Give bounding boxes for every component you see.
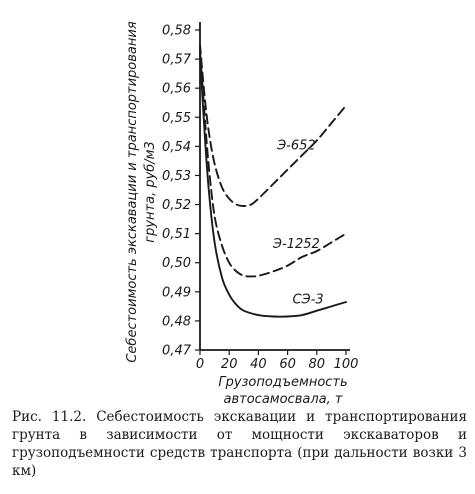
series-label: Э-1252 — [272, 237, 320, 253]
y-axis-label: грунта, руб/м3 — [143, 141, 158, 243]
x-tick-label: 20 — [220, 357, 238, 372]
y-tick-label: 0,49 — [162, 285, 191, 301]
x-tick-label: 100 — [333, 357, 359, 372]
x-tick-label: 0 — [195, 357, 205, 372]
y-tick-label: 0,51 — [162, 227, 191, 243]
y-tick-label: 0,50 — [162, 256, 191, 272]
x-axis-label: автосамосвала, т — [223, 392, 343, 407]
y-tick-label: 0,56 — [162, 81, 191, 97]
series-label: Э-652 — [277, 138, 316, 154]
x-tick-label: 60 — [279, 357, 296, 372]
y-tick-label: 0,53 — [162, 168, 191, 184]
figure-caption: Рис. 11.2. Себестоимость экскавации и транспортирования грунта в зависимости от мощности экскаваторов и грузоподъемности средств транспорта (при дальности возки 3 км) — [12, 409, 467, 479]
y-tick-label: 0,48 — [162, 314, 191, 330]
x-tick-label: 40 — [250, 357, 267, 372]
series-line — [200, 45, 346, 207]
y-tick-label: 0,57 — [162, 52, 191, 68]
y-tick-label: 0,54 — [162, 139, 191, 155]
x-axis-label: Грузоподъемность — [218, 375, 348, 390]
y-tick-label: 0,52 — [162, 198, 191, 214]
series-label: СЭ-3 — [292, 292, 324, 308]
y-tick-label: 0,55 — [162, 110, 191, 126]
y-axis-label: Себестоимость экскавации и транспортирования — [125, 21, 140, 363]
x-tick-label: 80 — [308, 357, 326, 372]
y-tick-label: 0,47 — [162, 343, 191, 359]
y-tick-label: 0,58 — [162, 23, 191, 39]
